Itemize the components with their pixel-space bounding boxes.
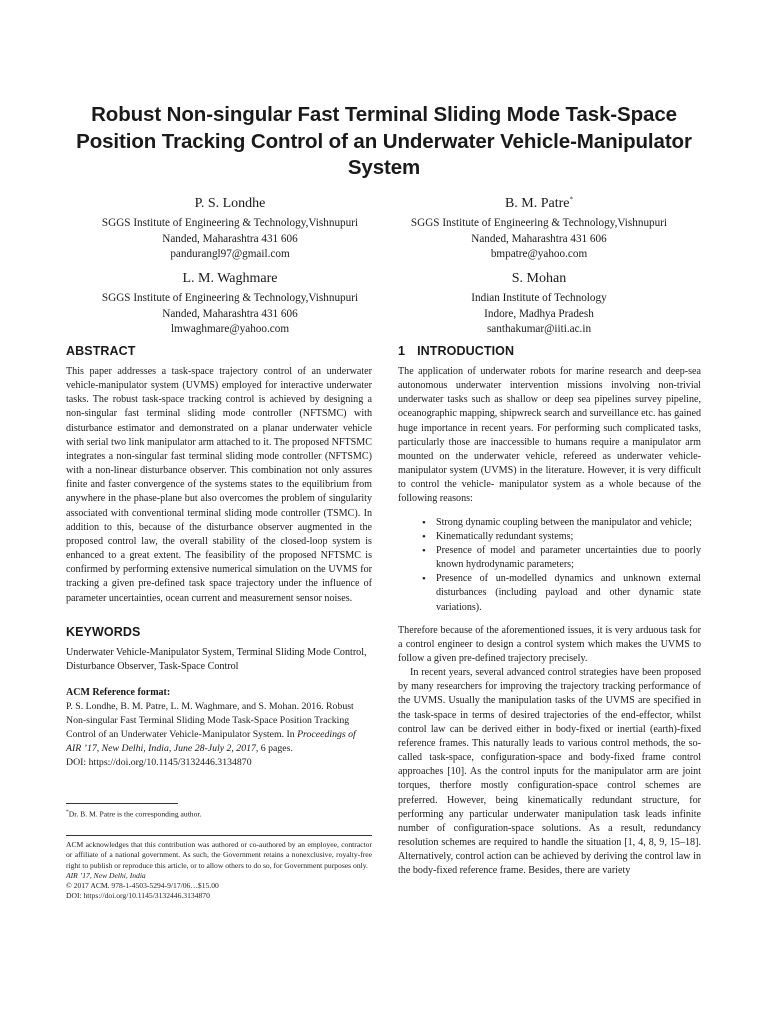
- author-block: [65, 195, 395, 263]
- intro-paragraph: The application of underwater robots for marine research and deep-sea autonomous underwater intervention missions involving non-trivial underwater tasks such as shallow or deep sea pipelines survey pipeline, oceanographic mapping, shipwreck search and surveillance etc. has gained huge importance in recent years. For performing such complicated tasks, particularly those are inaccessible to humans require a manipulator arm mounted on the underwater vehicle, refereed as underwater vehicle-manipulator system (UVMS) in the literature. However, it is very difficult to control the vehicle- manipulator system as a whole because of the following reasons:: [398, 366, 701, 505]
- permission-venue: AIR ’17, New Delhi, India: [66, 870, 146, 880]
- permission-text: ACM acknowledges that this contribution was authored or co-authored by an employee, contractor or affiliate of a national government. As such, the Government retains a nonexclusive, royalty-free right to publish or reproduce this article, or to allow others to do so, for Government purposes only.: [66, 840, 372, 870]
- author-email[interactable]: santhakumar@iiti.ac.in: [486, 323, 592, 335]
- author-name-wrapper: [374, 195, 704, 213]
- author-affiliation: SGGS Institute of Engineering & Technology,Vishnupuri: [101, 292, 359, 304]
- abstract-heading: ABSTRACT: [66, 344, 136, 358]
- permission-divider: [66, 835, 372, 836]
- author-block: [65, 270, 395, 338]
- list-item: • Presence of model and parameter uncertainties due to poorly known hydrodynamic parameters;: [422, 544, 701, 572]
- author-email[interactable]: pandurangl97@gmail.com: [170, 248, 290, 260]
- footnote: [66, 807, 372, 820]
- paper-title: Robust Non-singular Fast Terminal Sliding Mode Task-Space Position Tracking Control of an Underwater Vehicle-Manipulator System: [76, 103, 692, 179]
- footnote-marker: *: [66, 809, 69, 815]
- keywords-heading: KEYWORDS: [66, 624, 141, 639]
- intro-paragraph: In recent years, several advanced control strategies have been proposed by many researchers for improving the trajectory tracking performance of the UVMS. Usually the manipulation tasks of the UVMS are specified in the task-space in terms of desired trajectories of the end-effector, whilst control law can be derived either in body-fixed or inertial (earth)-fixed reference frames. This naturally leads to various control methods, the so-called task-space, configuration-space and body-fixed frame control approaches [10]. As the control inputs for the manipulator arm are joint torques, therfore mostly configuration-space control schemes are preferred. However, being kinematically redundant structure, for performing any particular underwater manipulation task leads infinite number of configuration-space solutions. As a result, redundancy resolution schemes are required to handle the situation [1, 4, 8, 9, 15–18]. Alternatively, control action can be achieved by deriving the control law in the body-fixed reference frame. Besides, there are variety: [398, 667, 701, 877]
- section-number: 1: [398, 344, 406, 358]
- acm-reference: [66, 686, 372, 770]
- author-location: Indore, Madhya Pradesh: [484, 307, 594, 320]
- acm-reference-doi[interactable]: DOI: https://doi.org/10.1145/3132446.3134870: [66, 756, 252, 768]
- right-column: [398, 343, 701, 878]
- author-name: L. M. Waghmare: [182, 271, 278, 286]
- acm-reference-venue: Proceedings of AIR ’17, New Delhi, India, June 28-July 2, 2017,: [66, 728, 356, 754]
- abstract-text: This paper addresses a task-space trajectory control of an underwater vehicle-manipulator system (UVMS) employed for interactive underwater tasks. The robust task-space tracking control is achieved by designing a non-singular fast terminal sliding mode controller (NFTSMC) with disturbance estimator and demonstrated on a planar underwater vehicle with serial two link manipulator arm attached to it. The proposed NFTSMC integrates a non-singular fast terminal sliding mode controller (NFTSMC) with a non-linear disturbance observer. This combination not only assures finite and faster convergence of the systems states to the equilibrium from anywhere in the phase-plane but also overcomes the problem of singularity associated with conventional terminal sliding mode controller (TSMC). In addition to this, because of the disturbance observer augmented in the proposed control law, the overall stability of the closed-loop system is enhanced to a great extent. The feasibility of the proposed NFTSMC is confirmed by performing extensive numerical simulation on the UVMS for tracking a given pre-defined task space trajectory under the influence of parameter uncertainties, ocean current and measurement sensor noises.: [66, 366, 372, 604]
- author-name: S. Mohan: [511, 271, 567, 286]
- introduction-heading: [398, 343, 701, 359]
- author-email[interactable]: bmpatre@yahoo.com: [490, 248, 588, 260]
- reasons-list: [398, 516, 701, 615]
- acm-reference-citation: P. S. Londhe, B. M. Patre, L. M. Waghmare, and S. Mohan. 2016. Robust Non-singular Fast Terminal Sliding Mode Task-Space Position Tracking Control of an Underwater Vehicle-Manipulator System. In: [66, 701, 354, 740]
- footnote-divider: [66, 803, 178, 804]
- section-title: INTRODUCTION: [417, 344, 515, 358]
- list-item: • Strong dynamic coupling between the manipulator and vehicle;: [422, 516, 701, 530]
- author-name: P. S. Londhe: [194, 196, 266, 211]
- permission-doi[interactable]: DOI: https://doi.org/10.1145/3132446.3134870: [66, 891, 210, 901]
- acm-reference-text: [66, 700, 372, 756]
- list-item: • Kinematically redundant systems;: [422, 530, 701, 544]
- author-affiliation: SGGS Institute of Engineering & Technology,Vishnupuri: [410, 217, 668, 229]
- author-location: Nanded, Maharashtra 431 606: [162, 307, 298, 320]
- author-location: Nanded, Maharashtra 431 606: [162, 232, 298, 245]
- list-item: • Presence of un-modelled dynamics and unknown external disturbances (including payload and other dynamic state variations).: [422, 572, 701, 614]
- acm-reference-heading: ACM Reference format:: [66, 686, 171, 698]
- author-block: [374, 195, 704, 263]
- left-column: [66, 343, 372, 770]
- author-email[interactable]: lmwaghmare@yahoo.com: [170, 323, 290, 335]
- keywords-text: Underwater Vehicle-Manipulator System, Terminal Sliding Mode Control, Disturbance Observer, Task-Space Control: [66, 646, 367, 672]
- author-location: Nanded, Maharashtra 431 606: [471, 232, 607, 245]
- permission-block: [66, 840, 372, 902]
- author-affiliation: SGGS Institute of Engineering & Technology,Vishnupuri: [101, 217, 359, 229]
- permission-copyright: © 2017 ACM. 978-1-4503-5294-9/17/06…$15.00: [66, 881, 219, 891]
- author-affiliation: Indian Institute of Technology: [471, 292, 607, 304]
- intro-paragraph: Therefore because of the aforementioned issues, it is very arduous task for a control engineer to design a control system which makes the UVMS to follow a given pre-defined trajectory precisely.: [398, 624, 701, 664]
- author-block: [374, 270, 704, 338]
- acm-reference-pages: 6 pages.: [258, 742, 293, 754]
- author-name: B. M. Patre: [504, 196, 570, 211]
- corresponding-author-marker: *: [569, 195, 574, 204]
- footnote-text: Dr. B. M. Patre is the corresponding author.: [68, 809, 202, 819]
